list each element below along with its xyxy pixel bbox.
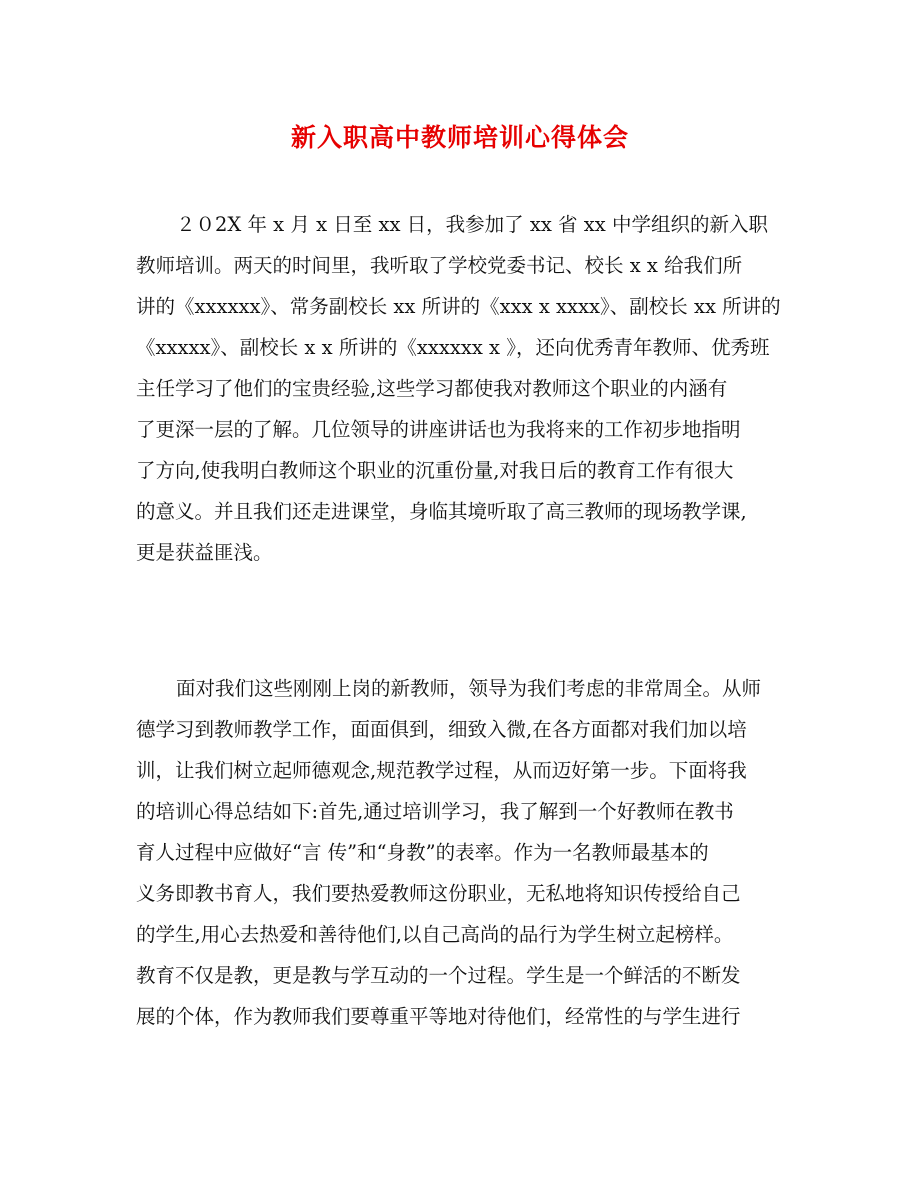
paragraph-line: ２０2X 年 x 月 x 日至 xx 日，我参加了 xx 省 xx 中学组织的新入职 (176, 213, 768, 236)
paragraph-line: 的意义。并且我们还走进课堂，身临其境听取了高三教师的现场教学课, (136, 500, 747, 523)
paragraph-line: 面对我们这些刚刚上岗的新教师，领导为我们考虑的非常周全。从师 (176, 677, 762, 700)
paragraph-line: 义务即教书育人，我们要热爱教师这份职业，无私地将知识传授给自己 (136, 882, 741, 905)
paragraph-line: 主任学习了他们的宝贵经验,这些学习都使我对教师这个职业的内涵有 (136, 377, 728, 400)
paragraph-line: 教师培训。两天的时间里，我听取了学校党委书记、校长 x x 给我们所 (136, 254, 743, 277)
paragraph-line: 讲的《xxxxxx》、常务副校长 xx 所讲的《xxx x xxxx》、副校长 xx 所讲的 (136, 295, 781, 318)
paragraph-line: 育人过程中应做好“言 传”和“身教”的表率。作为一名教师最基本的 (136, 841, 709, 864)
document-title: 新入职高中教师培训心得体会 (290, 123, 629, 152)
paragraph-line: 教育不仅是教，更是教与学互动的一个过程。学生是一个鲜活的不断发 (136, 964, 741, 987)
paragraph-line: 更是获益匪浅。 (136, 541, 273, 564)
paragraph-line: 了更深一层的了解。几位领导的讲座讲话也为我将来的工作初步地指明 (136, 418, 741, 441)
paragraph-line: 的培训心得总结如下:首先,通过培训学习，我了解到一个好教师在教书 (136, 800, 734, 823)
paragraph-line: 训，让我们树立起师德观念,规范教学过程，从而迈好第一步。下面将我 (136, 759, 747, 782)
paragraph-line: 德学习到教师教学工作，面面俱到，细致入微,在各方面都对我们加以培 (136, 718, 747, 741)
paragraph-line: 的学生,用心去热爱和善待他们,以自己高尚的品行为学生树立起榜样。 (136, 923, 734, 946)
paragraph-line: 展的个体，作为教师我们要尊重平等地对待他们，经常性的与学生进行 (136, 1005, 741, 1028)
paragraph-1 (136, 204, 792, 573)
paragraph-2 (136, 668, 792, 1037)
paragraph-line: 《xxxxx》、副校长 x x 所讲的《xxxxxx x 》，还向优秀青年教师、优秀班 (136, 336, 770, 359)
paragraph-line: 了方向,使我明白教师这个职业的沉重份量,对我日后的教育工作有很大 (136, 459, 734, 482)
